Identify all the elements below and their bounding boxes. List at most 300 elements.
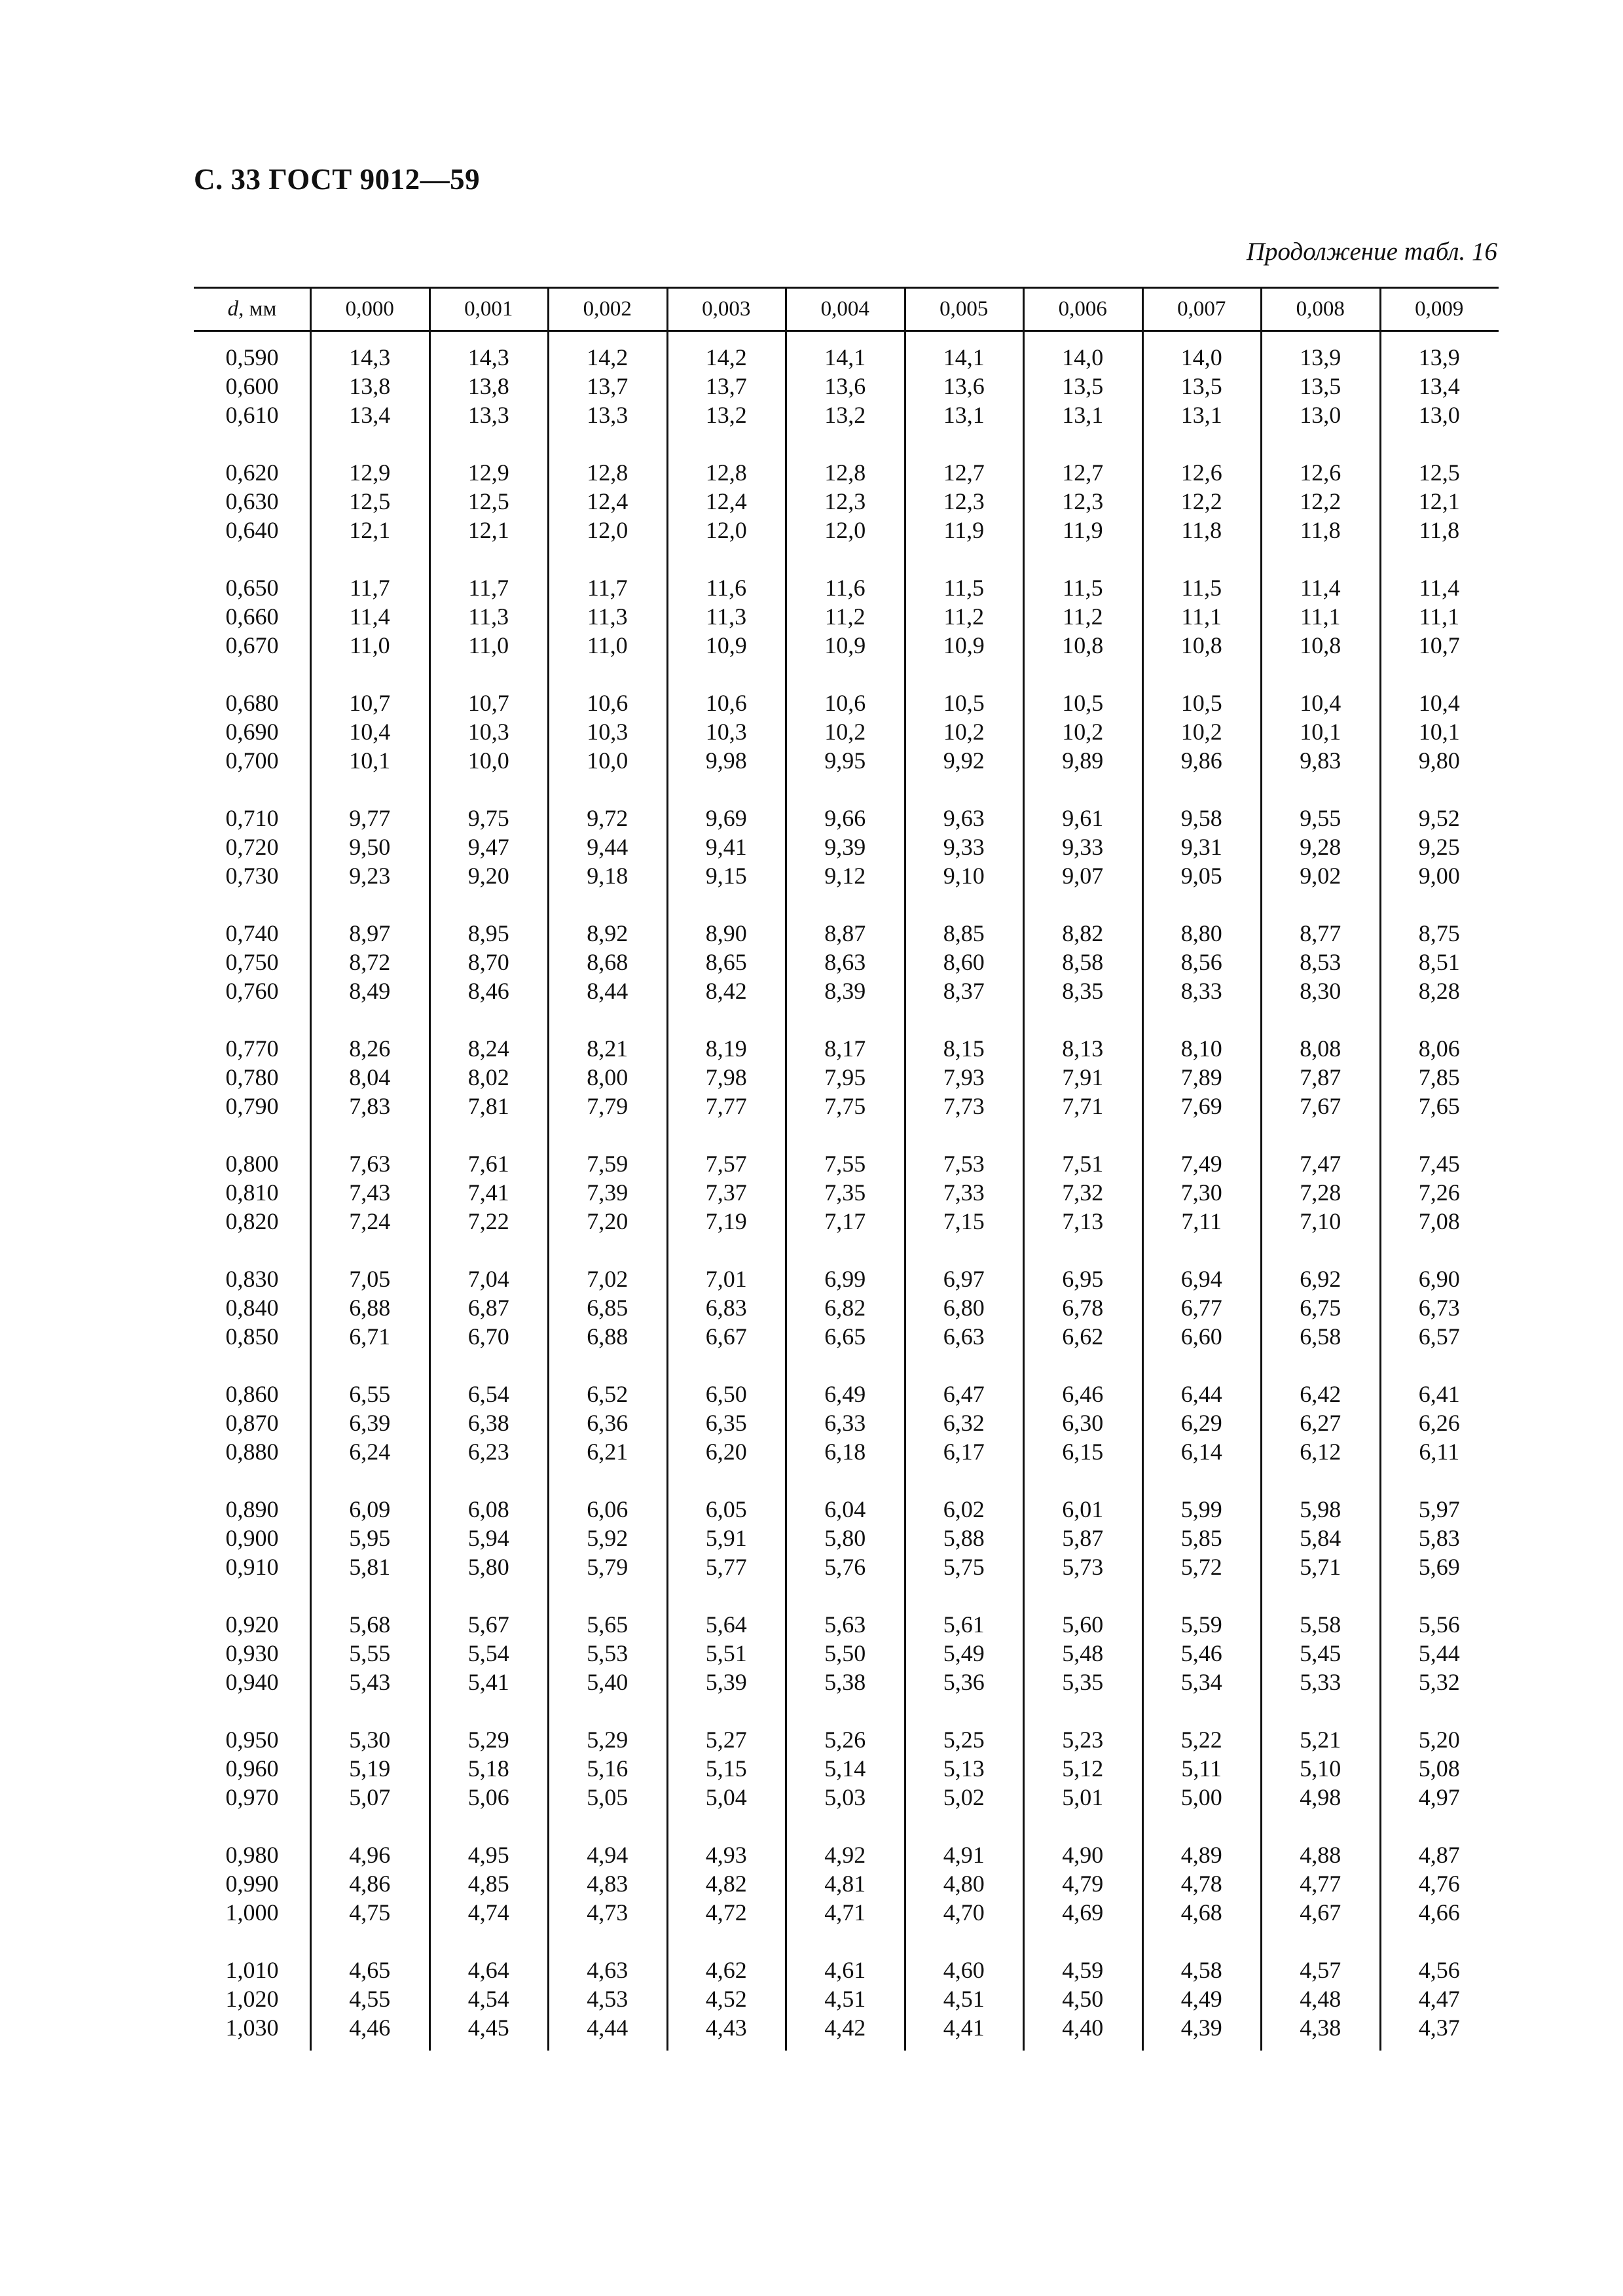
value-cell: 4,97 (1418, 1784, 1460, 1810)
value-cell: 5,95 (349, 1525, 391, 1551)
value-cell: 9,52 (1418, 805, 1460, 831)
value-cell: 6,80 (943, 1295, 985, 1321)
value-cell: 9,44 (587, 834, 629, 860)
table-row (194, 1956, 1499, 1984)
diameter-cell: 0,640 (225, 517, 279, 543)
table-row (194, 1840, 1499, 1869)
value-cell: 6,21 (587, 1439, 629, 1465)
value-cell: 9,31 (1180, 834, 1222, 860)
value-cell: 8,85 (943, 920, 985, 946)
value-cell: 11,2 (1062, 603, 1103, 630)
value-cell: 8,02 (467, 1064, 509, 1090)
value-cell: 13,1 (1062, 402, 1104, 428)
diameter-cell: 0,860 (225, 1381, 279, 1407)
value-cell: 6,71 (349, 1323, 391, 1350)
value-cell: 8,00 (587, 1064, 629, 1090)
value-cell: 7,01 (705, 1266, 747, 1292)
value-cell: 8,33 (1180, 978, 1222, 1004)
value-cell: 5,33 (1300, 1669, 1341, 1695)
value-cell: 10,2 (824, 719, 866, 745)
value-cell: 12,0 (587, 517, 629, 543)
table-row (194, 833, 1499, 861)
value-cell: 6,06 (587, 1496, 629, 1522)
value-cell: 4,71 (824, 1899, 866, 1926)
table-row (194, 516, 1499, 545)
column-rule (310, 287, 312, 2051)
value-cell: 10,2 (943, 719, 985, 745)
value-cell: 12,6 (1300, 459, 1341, 486)
value-cell: 5,76 (824, 1554, 866, 1580)
table-row (194, 689, 1499, 717)
diameter-cell: 0,670 (225, 632, 279, 658)
value-cell: 7,24 (349, 1208, 391, 1234)
table-row (194, 1092, 1499, 1121)
value-cell: 10,6 (587, 690, 629, 716)
value-cell: 4,65 (349, 1957, 391, 1983)
value-cell: 4,41 (943, 2015, 985, 2041)
diameter-cell: 0,990 (225, 1871, 279, 1897)
value-cell: 4,90 (1062, 1842, 1104, 1868)
value-cell: 5,77 (705, 1554, 747, 1580)
diameter-cell: 1,030 (225, 2015, 279, 2041)
table-row (194, 458, 1499, 487)
value-cell: 4,66 (1418, 1899, 1460, 1926)
value-cell: 8,56 (1180, 949, 1222, 975)
value-cell: 5,39 (705, 1669, 747, 1695)
value-cell: 13,5 (1180, 373, 1222, 399)
table-row (194, 372, 1499, 401)
value-cell: 7,11 (1181, 1208, 1222, 1234)
value-cell: 11,4 (1419, 575, 1460, 601)
value-cell: 4,81 (824, 1871, 866, 1897)
value-cell: 4,80 (943, 1871, 985, 1897)
value-cell: 5,80 (467, 1554, 509, 1580)
diameter-cell: 0,790 (225, 1093, 279, 1119)
value-cell: 10,8 (1180, 632, 1222, 658)
diameter-cell: 0,760 (225, 978, 279, 1004)
value-cell: 12,5 (349, 488, 391, 514)
value-cell: 9,33 (1062, 834, 1104, 860)
value-cell: 5,00 (1180, 1784, 1222, 1810)
value-cell: 10,4 (1300, 690, 1341, 716)
value-cell: 7,69 (1180, 1093, 1222, 1119)
table-row (194, 977, 1499, 1005)
value-cell: 5,15 (705, 1755, 747, 1782)
value-cell: 6,41 (1418, 1381, 1460, 1407)
value-cell: 5,50 (824, 1640, 866, 1666)
value-cell: 5,35 (1062, 1669, 1104, 1695)
value-cell: 6,88 (349, 1295, 391, 1321)
value-cell: 4,61 (824, 1957, 866, 1983)
value-cell: 6,01 (1062, 1496, 1104, 1522)
value-cell: 4,58 (1180, 1957, 1222, 1983)
value-cell: 7,19 (705, 1208, 747, 1234)
value-cell: 8,97 (349, 920, 391, 946)
value-cell: 6,88 (587, 1323, 629, 1350)
value-cell: 6,15 (1062, 1439, 1104, 1465)
diameter-cell: 0,950 (225, 1727, 279, 1753)
value-cell: 14,0 (1180, 344, 1222, 370)
table-row (194, 1984, 1499, 2013)
value-cell: 6,44 (1180, 1381, 1222, 1407)
row-group (194, 804, 1499, 890)
value-cell: 4,70 (943, 1899, 985, 1926)
value-cell: 5,20 (1418, 1727, 1460, 1753)
value-cell: 4,82 (705, 1871, 747, 1897)
value-cell: 6,27 (1300, 1410, 1341, 1436)
value-cell: 5,68 (349, 1611, 391, 1638)
value-cell: 4,39 (1180, 2015, 1222, 2041)
value-cell: 5,27 (705, 1727, 747, 1753)
table-row (194, 1524, 1499, 1552)
value-cell: 4,60 (943, 1957, 985, 1983)
value-cell: 4,40 (1062, 2015, 1104, 2041)
header-cell: 0,008 (1296, 297, 1345, 321)
value-cell: 9,50 (349, 834, 391, 860)
value-cell: 7,39 (587, 1179, 629, 1206)
value-cell: 6,36 (587, 1410, 629, 1436)
value-cell: 4,98 (1300, 1784, 1341, 1810)
value-cell: 4,76 (1418, 1871, 1460, 1897)
value-cell: 12,9 (467, 459, 509, 486)
table-row (194, 1207, 1499, 1236)
value-cell: 9,80 (1418, 747, 1460, 774)
diameter-cell: 0,780 (225, 1064, 279, 1090)
value-cell: 8,04 (349, 1064, 391, 1090)
value-cell: 13,6 (824, 373, 866, 399)
value-cell: 6,04 (824, 1496, 866, 1522)
value-cell: 13,0 (1300, 402, 1341, 428)
value-cell: 7,35 (824, 1179, 866, 1206)
value-cell: 13,1 (943, 402, 985, 428)
value-cell: 12,1 (1418, 488, 1460, 514)
table-row (194, 804, 1499, 833)
value-cell: 4,78 (1180, 1871, 1222, 1897)
value-cell: 10,2 (1062, 719, 1104, 745)
table-header-row (194, 289, 1499, 330)
value-cell: 6,87 (467, 1295, 509, 1321)
diameter-cell: 1,020 (225, 1986, 279, 2012)
value-cell: 5,99 (1180, 1496, 1222, 1522)
value-cell: 6,11 (1419, 1439, 1460, 1465)
value-cell: 6,57 (1418, 1323, 1460, 1350)
value-cell: 8,58 (1062, 949, 1104, 975)
diameter-cell: 0,820 (225, 1208, 279, 1234)
table-row (194, 2013, 1499, 2042)
value-cell: 6,39 (349, 1410, 391, 1436)
value-cell: 13,3 (587, 402, 629, 428)
value-cell: 7,37 (705, 1179, 747, 1206)
diameter-cell: 0,660 (225, 603, 279, 630)
value-cell: 4,95 (467, 1842, 509, 1868)
table-row (194, 1322, 1499, 1351)
value-cell: 7,30 (1180, 1179, 1222, 1206)
value-cell: 5,80 (824, 1525, 866, 1551)
value-cell: 4,96 (349, 1842, 391, 1868)
value-cell: 6,94 (1180, 1266, 1222, 1292)
value-cell: 8,46 (467, 978, 509, 1004)
table-row (194, 1898, 1499, 1927)
value-cell: 11,8 (1300, 517, 1341, 543)
value-cell: 11,7 (468, 575, 509, 601)
value-cell: 13,8 (349, 373, 391, 399)
value-cell: 11,7 (349, 575, 390, 601)
value-cell: 10,7 (349, 690, 391, 716)
value-cell: 11,3 (468, 603, 509, 630)
value-cell: 10,9 (705, 632, 747, 658)
value-cell: 8,75 (1418, 920, 1460, 946)
value-cell: 12,2 (1180, 488, 1222, 514)
value-cell: 5,73 (1062, 1554, 1104, 1580)
value-cell: 5,49 (943, 1640, 985, 1666)
value-cell: 5,38 (824, 1669, 866, 1695)
value-cell: 7,67 (1300, 1093, 1341, 1119)
diameter-cell: 0,730 (225, 863, 279, 889)
value-cell: 5,87 (1062, 1525, 1104, 1551)
header-cell-d (194, 289, 310, 330)
value-cell: 10,0 (587, 747, 629, 774)
value-cell: 6,90 (1418, 1266, 1460, 1292)
value-cell: 5,03 (824, 1784, 866, 1810)
value-cell: 8,87 (824, 920, 866, 946)
value-cell: 10,5 (1180, 690, 1222, 716)
value-cell: 7,13 (1062, 1208, 1104, 1234)
value-cell: 5,94 (467, 1525, 509, 1551)
value-cell: 6,05 (705, 1496, 747, 1522)
diameter-cell: 0,890 (225, 1496, 279, 1522)
value-cell: 11,9 (1062, 517, 1103, 543)
value-cell: 8,70 (467, 949, 509, 975)
value-cell: 9,95 (824, 747, 866, 774)
diameter-cell: 0,960 (225, 1755, 279, 1782)
value-cell: 5,21 (1300, 1727, 1341, 1753)
value-cell: 7,65 (1418, 1093, 1460, 1119)
value-cell: 9,83 (1300, 747, 1341, 774)
value-cell: 4,89 (1180, 1842, 1222, 1868)
value-cell: 11,6 (706, 575, 747, 601)
value-cell: 7,41 (467, 1179, 509, 1206)
row-group (194, 1380, 1499, 1466)
value-cell: 8,21 (587, 1035, 629, 1062)
value-cell: 5,40 (587, 1669, 629, 1695)
column-rule (429, 287, 431, 2051)
value-cell: 6,78 (1062, 1295, 1104, 1321)
value-cell: 7,17 (824, 1208, 866, 1234)
value-cell: 9,00 (1418, 863, 1460, 889)
value-cell: 8,17 (824, 1035, 866, 1062)
diameter-cell: 0,650 (225, 575, 279, 601)
value-cell: 10,2 (1180, 719, 1222, 745)
value-cell: 6,52 (587, 1381, 629, 1407)
value-cell: 11,6 (824, 575, 866, 601)
value-cell: 11,5 (1062, 575, 1103, 601)
value-cell: 7,04 (467, 1266, 509, 1292)
value-cell: 6,23 (467, 1439, 509, 1465)
value-cell: 5,06 (467, 1784, 509, 1810)
table-row (194, 401, 1499, 429)
table-row (194, 1495, 1499, 1524)
value-cell: 13,7 (705, 373, 747, 399)
table-row (194, 1754, 1499, 1783)
value-cell: 5,79 (587, 1554, 629, 1580)
value-cell: 12,8 (587, 459, 629, 486)
value-cell: 7,57 (705, 1151, 747, 1177)
value-cell: 10,0 (467, 747, 509, 774)
value-cell: 8,80 (1180, 920, 1222, 946)
header-cell: 0,005 (939, 297, 989, 321)
value-cell: 6,77 (1180, 1295, 1222, 1321)
value-cell: 12,0 (824, 517, 866, 543)
value-cell: 14,0 (1062, 344, 1104, 370)
value-cell: 13,9 (1418, 344, 1460, 370)
row-group (194, 1265, 1499, 1351)
value-cell: 4,67 (1300, 1899, 1341, 1926)
row-group (194, 573, 1499, 660)
value-cell: 9,18 (587, 863, 629, 889)
row-group (194, 343, 1499, 429)
value-cell: 11,1 (1181, 603, 1222, 630)
value-cell: 4,51 (824, 1986, 866, 2012)
value-cell: 10,6 (824, 690, 866, 716)
diameter-cell: 0,800 (225, 1151, 279, 1177)
value-cell: 6,97 (943, 1266, 985, 1292)
value-cell: 5,32 (1418, 1669, 1460, 1695)
value-cell: 10,5 (943, 690, 985, 716)
value-cell: 12,6 (1180, 459, 1222, 486)
diameter-cell: 0,850 (225, 1323, 279, 1350)
table-row (194, 1783, 1499, 1812)
value-cell: 7,05 (349, 1266, 391, 1292)
value-cell: 12,3 (943, 488, 985, 514)
value-cell: 5,46 (1180, 1640, 1222, 1666)
table-row (194, 1725, 1499, 1754)
value-cell: 4,53 (587, 1986, 629, 2012)
value-cell: 4,43 (705, 2015, 747, 2041)
value-cell: 9,98 (705, 747, 747, 774)
value-cell: 5,30 (349, 1727, 391, 1753)
value-cell: 8,19 (705, 1035, 747, 1062)
value-cell: 5,07 (349, 1784, 391, 1810)
column-rule (1023, 287, 1025, 2051)
value-cell: 4,63 (587, 1957, 629, 1983)
value-cell: 11,9 (943, 517, 985, 543)
column-rule (547, 287, 549, 2051)
value-cell: 4,92 (824, 1842, 866, 1868)
value-cell: 9,02 (1300, 863, 1341, 889)
value-cell: 5,29 (587, 1727, 629, 1753)
diameter-cell: 0,830 (225, 1266, 279, 1292)
value-cell: 14,1 (943, 344, 985, 370)
value-cell: 5,58 (1300, 1611, 1341, 1638)
diameter-cell: 0,700 (225, 747, 279, 774)
value-cell: 4,86 (349, 1871, 391, 1897)
value-cell: 8,65 (705, 949, 747, 975)
diameter-cell: 0,940 (225, 1669, 279, 1695)
value-cell: 5,05 (587, 1784, 629, 1810)
value-cell: 10,9 (824, 632, 866, 658)
value-cell: 4,57 (1300, 1957, 1341, 1983)
table-row (194, 1265, 1499, 1293)
value-cell: 13,4 (1418, 373, 1460, 399)
value-cell: 10,9 (943, 632, 985, 658)
data-table (194, 287, 1499, 2051)
value-cell: 4,75 (349, 1899, 391, 1926)
value-cell: 7,49 (1180, 1151, 1222, 1177)
value-cell: 5,92 (587, 1525, 629, 1551)
value-cell: 9,15 (705, 863, 747, 889)
table-row (194, 1639, 1499, 1668)
value-cell: 8,26 (349, 1035, 391, 1062)
value-cell: 11,1 (1300, 603, 1341, 630)
value-cell: 10,8 (1062, 632, 1104, 658)
value-cell: 5,43 (349, 1669, 391, 1695)
value-cell: 7,20 (587, 1208, 629, 1234)
value-cell: 9,25 (1418, 834, 1460, 860)
value-cell: 8,10 (1180, 1035, 1222, 1062)
value-cell: 6,82 (824, 1295, 866, 1321)
value-cell: 10,7 (1418, 632, 1460, 658)
value-cell: 4,47 (1418, 1986, 1460, 2012)
value-cell: 8,13 (1062, 1035, 1104, 1062)
value-cell: 5,44 (1418, 1640, 1460, 1666)
value-cell: 7,55 (824, 1151, 866, 1177)
header-cell: 0,006 (1058, 297, 1107, 321)
row-group (194, 919, 1499, 1005)
value-cell: 5,12 (1062, 1755, 1104, 1782)
table-row (194, 746, 1499, 775)
value-cell: 4,37 (1418, 2015, 1460, 2041)
table-row (194, 1063, 1499, 1092)
value-cell: 5,81 (349, 1554, 391, 1580)
value-cell: 8,77 (1300, 920, 1341, 946)
value-cell: 6,60 (1180, 1323, 1222, 1350)
table-row (194, 1293, 1499, 1322)
value-cell: 8,35 (1062, 978, 1104, 1004)
diameter-cell: 0,610 (225, 402, 279, 428)
value-cell: 6,17 (943, 1439, 985, 1465)
value-cell: 8,53 (1300, 949, 1341, 975)
value-cell: 8,60 (943, 949, 985, 975)
value-cell: 8,95 (467, 920, 509, 946)
value-cell: 5,45 (1300, 1640, 1341, 1666)
value-cell: 4,52 (705, 1986, 747, 2012)
table-row (194, 343, 1499, 372)
table-row (194, 1610, 1499, 1639)
value-cell: 10,3 (587, 719, 629, 745)
value-cell: 7,08 (1418, 1208, 1460, 1234)
header-cell: 0,000 (345, 297, 394, 321)
value-cell: 8,15 (943, 1035, 985, 1062)
value-cell: 9,86 (1180, 747, 1222, 774)
row-group (194, 1149, 1499, 1236)
value-cell: 7,51 (1062, 1151, 1104, 1177)
value-cell: 5,83 (1418, 1525, 1460, 1551)
value-cell: 10,4 (349, 719, 391, 745)
value-cell: 12,3 (1062, 488, 1104, 514)
header-cell: 0,009 (1415, 297, 1464, 321)
table-row (194, 1178, 1499, 1207)
value-cell: 6,47 (943, 1381, 985, 1407)
value-cell: 5,48 (1062, 1640, 1104, 1666)
diameter-cell: 0,880 (225, 1439, 279, 1465)
value-cell: 7,53 (943, 1151, 985, 1177)
value-cell: 5,67 (467, 1611, 509, 1638)
value-cell: 4,73 (587, 1899, 629, 1926)
value-cell: 4,64 (467, 1957, 509, 1983)
diameter-cell: 0,810 (225, 1179, 279, 1206)
row-group (194, 1610, 1499, 1696)
row-group (194, 689, 1499, 775)
